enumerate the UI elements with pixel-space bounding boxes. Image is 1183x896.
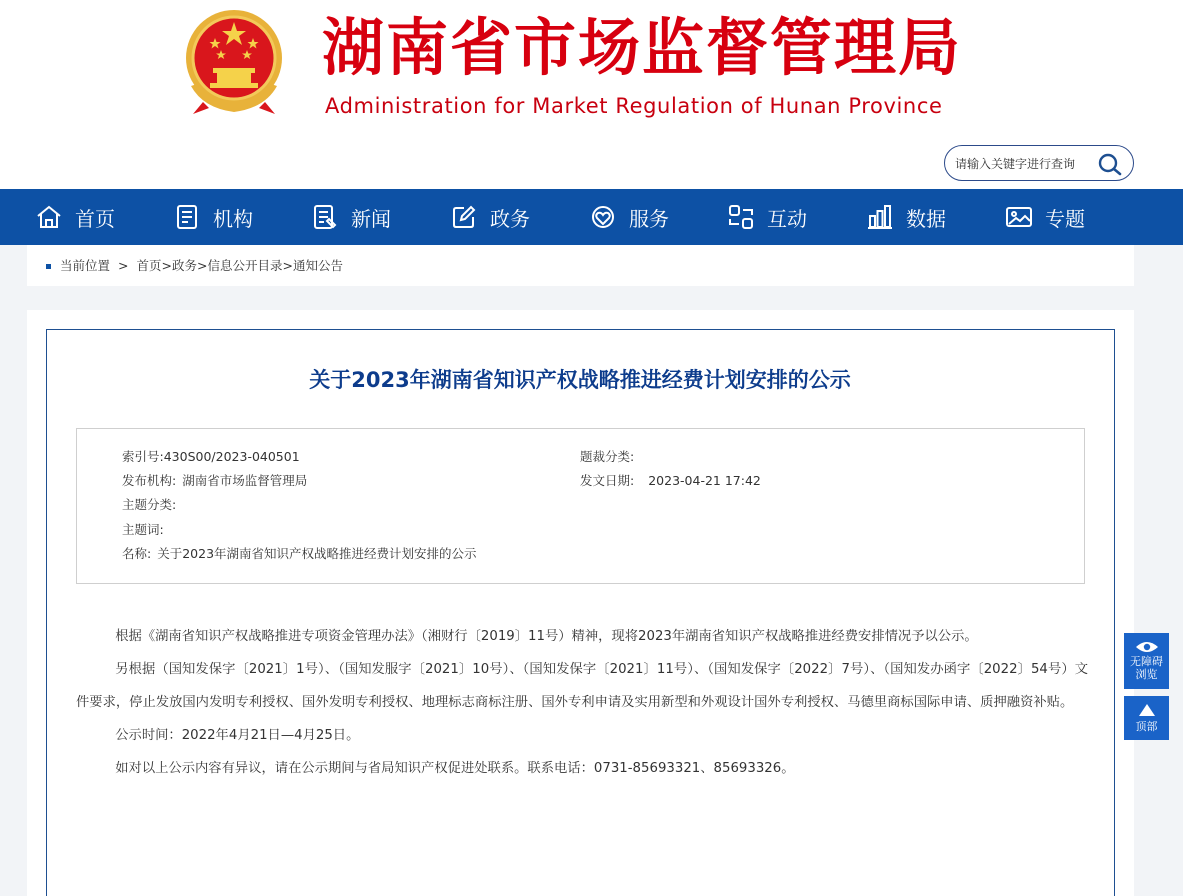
breadcrumb bbox=[60, 257, 343, 275]
article-title: 关于2023年湖南省知识产权战略推进经费计划安排的公示 bbox=[309, 368, 851, 392]
body-paragraph: 如对以上公示内容有异议，请在公示期间与省局知识产权促进处联系。联系电话：0731-85693321、85693326。 bbox=[115, 761, 795, 776]
nav-label: 数据 bbox=[906, 206, 946, 231]
breadcrumb-separator: > bbox=[282, 258, 293, 273]
article-body bbox=[76, 620, 1088, 785]
meta-publisher: 发布机构: 湖南省市场监督管理局 bbox=[122, 473, 308, 488]
interaction-icon bbox=[727, 203, 755, 231]
organization-icon bbox=[173, 203, 201, 231]
nav-label: 政务 bbox=[490, 206, 530, 231]
nav-label: 新闻 bbox=[351, 206, 391, 231]
nav-item-interaction[interactable] bbox=[727, 189, 807, 245]
back-to-top-button[interactable] bbox=[1124, 696, 1169, 740]
breadcrumb-separator: > bbox=[161, 258, 172, 273]
nav-item-organization[interactable] bbox=[173, 189, 253, 245]
home-icon bbox=[35, 203, 63, 231]
edit-icon bbox=[450, 203, 478, 231]
meta-name: 名称: 关于2023年湖南省知识产权战略推进经费计划安排的公示 bbox=[122, 546, 477, 561]
breadcrumb-separator: > bbox=[117, 258, 129, 273]
search-icon[interactable] bbox=[1097, 152, 1123, 176]
breadcrumb-prefix: 当前位置 bbox=[60, 258, 111, 273]
accessibility-label: 无障碍 bbox=[1130, 655, 1163, 668]
search-box bbox=[944, 145, 1134, 181]
nav-label: 服务 bbox=[629, 206, 669, 231]
breadcrumb-separator: > bbox=[196, 258, 208, 273]
nav-item-home[interactable] bbox=[35, 189, 115, 245]
arrow-up-icon bbox=[1138, 703, 1156, 717]
news-icon bbox=[311, 203, 339, 231]
nav-label: 互动 bbox=[767, 206, 807, 231]
bar-chart-icon bbox=[866, 203, 894, 231]
meta-index: 索引号:430S00/2023-040501 bbox=[122, 449, 300, 464]
breadcrumb-government[interactable]: 政务 bbox=[171, 258, 197, 273]
nav-label: 机构 bbox=[213, 206, 253, 231]
accessibility-button[interactable] bbox=[1124, 633, 1169, 689]
nav-item-data[interactable] bbox=[866, 189, 946, 245]
search-input[interactable] bbox=[955, 154, 1095, 174]
breadcrumb-bar bbox=[27, 245, 1134, 286]
nav-item-government[interactable] bbox=[450, 189, 530, 245]
site-title-cn: 湖南省市场监督管理局 bbox=[322, 11, 963, 84]
body-paragraph: 公示时间：2022年4月21日—4月25日。 bbox=[115, 728, 360, 743]
nav-item-topics[interactable] bbox=[1005, 189, 1085, 245]
article-container bbox=[46, 329, 1115, 896]
breadcrumb-home[interactable]: 首页 bbox=[136, 258, 162, 273]
site-header bbox=[0, 0, 1183, 189]
nav-label: 专题 bbox=[1045, 206, 1085, 231]
main-nav bbox=[0, 189, 1183, 245]
meta-topic: 主题分类: bbox=[122, 497, 177, 512]
meta-genre: 题裁分类: bbox=[580, 449, 635, 464]
breadcrumb-catalog[interactable]: 信息公开目录 bbox=[207, 258, 283, 273]
nav-item-news[interactable] bbox=[311, 189, 391, 245]
meta-keywords: 主题词: bbox=[122, 522, 164, 537]
bullet-icon bbox=[46, 264, 51, 269]
accessibility-label: 浏览 bbox=[1135, 668, 1158, 681]
eye-icon bbox=[1135, 639, 1159, 655]
national-emblem-icon bbox=[183, 8, 285, 114]
site-title-en: Administration for Market Regulation of Hunan Province bbox=[325, 94, 943, 118]
back-to-top-label: 顶部 bbox=[1135, 720, 1158, 733]
body-paragraph: 另根据（国知发保字〔2021〕1号）、（国知发服字〔2021〕10号）、（国知发保字〔2021〕11号）、（国知发保字〔2022〕7号）、（国知发办函字〔2022〕54号）文件要求，停止发放国内发明专利授权、国外发明专利授权、地理标志商标注册、国外专利申请及实用新型和外观设计国外专利授权、马德里商标国际申请、质押融资补贴。 bbox=[76, 662, 1088, 710]
nav-item-service[interactable] bbox=[589, 189, 669, 245]
meta-date: 发文日期: 2023-04-21 17:42 bbox=[580, 473, 761, 488]
nav-label: 首页 bbox=[75, 206, 115, 231]
body-paragraph: 根据《湖南省知识产权战略推进专项资金管理办法》（湘财行〔2019〕11号）精神，现将2023年湖南省知识产权战略推进经费安排情况予以公示。 bbox=[115, 629, 978, 644]
service-icon bbox=[589, 203, 617, 231]
image-icon bbox=[1005, 203, 1033, 231]
breadcrumb-notices[interactable]: 通知公告 bbox=[292, 258, 343, 273]
